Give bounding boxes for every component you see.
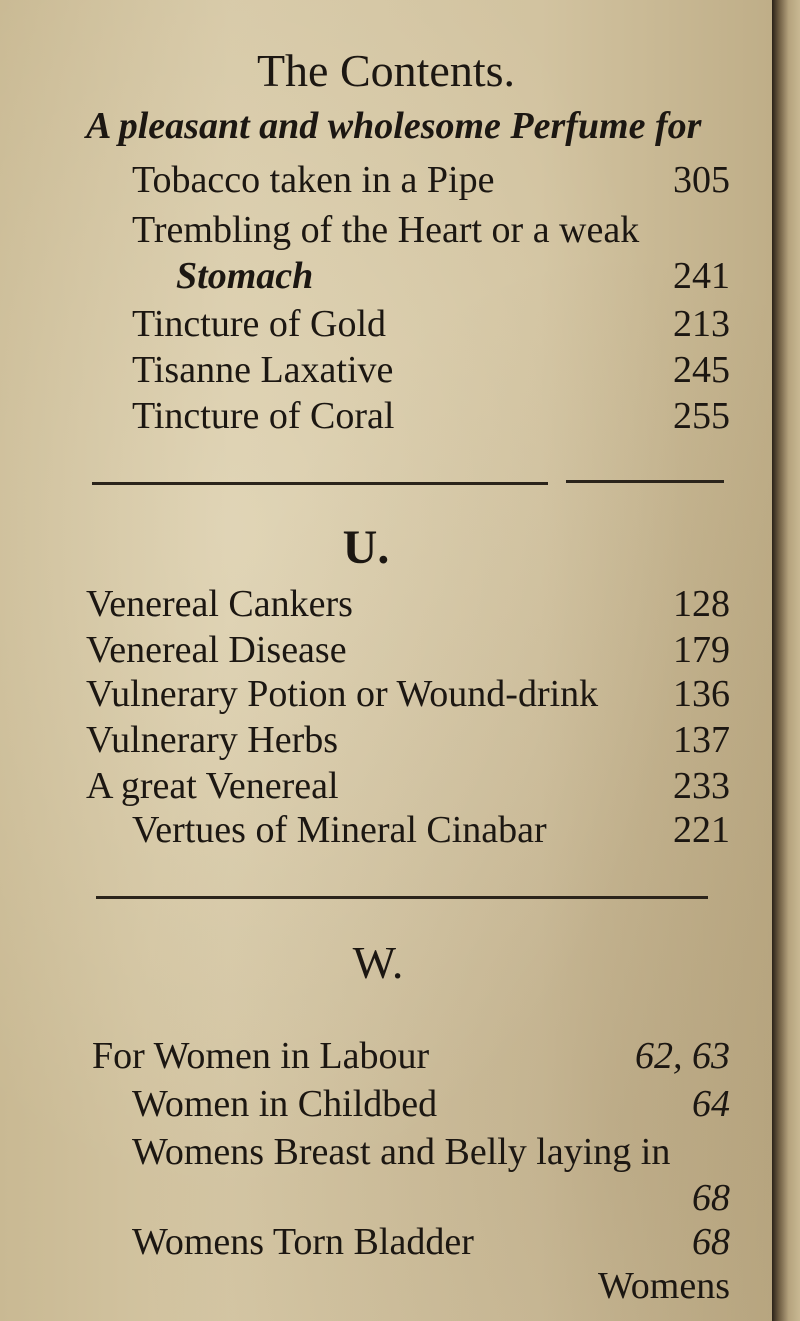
section-divider — [92, 482, 548, 485]
entry-text: Women in Childbed — [132, 1083, 438, 1125]
entry-page: 128 — [673, 583, 730, 625]
entry-page: 233 — [673, 765, 730, 807]
entry-line — [0, 800, 772, 860]
entry-text: Womens Breast and Belly laying in — [132, 1131, 671, 1173]
entry-page: 136 — [673, 673, 730, 715]
entry-text: Womens Torn Bladder — [132, 1221, 474, 1263]
entry-text: Tincture of Gold — [132, 303, 387, 345]
entry-text: A pleasant and wholesome Perfume for — [86, 105, 702, 147]
entry-line — [0, 96, 772, 156]
entry-page: 64 — [692, 1083, 730, 1125]
entry-text: Vulnerary Potion or Wound-drink — [86, 673, 599, 715]
entry-text: Venereal Disease — [86, 629, 347, 671]
entry-text: Vertues of Mineral Cinabar — [132, 809, 547, 851]
entry-text: Tincture of Coral — [132, 395, 395, 437]
entry-page: 213 — [673, 303, 730, 345]
entry-text: Tisanne Laxative — [132, 349, 394, 391]
entry-text: Vulnerary Herbs — [86, 719, 339, 761]
entry-page: 137 — [673, 719, 730, 761]
entry-line — [0, 386, 772, 446]
book-gutter — [772, 0, 800, 1321]
entry-text: A great Venereal — [86, 765, 339, 807]
entry-page: 255 — [673, 395, 730, 437]
section-divider — [96, 896, 708, 899]
entry-page: 68 — [692, 1221, 730, 1263]
entry-page: 68 — [692, 1177, 730, 1219]
entry-page: 245 — [673, 349, 730, 391]
entry-text: Stomach — [176, 255, 314, 297]
catchword: Womens — [597, 1265, 730, 1307]
entry-page: 221 — [673, 809, 730, 851]
entry-page: 179 — [673, 629, 730, 671]
section-letter: U. — [342, 521, 390, 574]
entry-page: 305 — [673, 159, 730, 201]
entry-text: Tobacco taken in a Pipe — [132, 159, 495, 201]
running-head: The Contents. — [256, 45, 516, 96]
entry-text: Trembling of the Heart or a weak — [132, 209, 640, 251]
catchword-line — [0, 1256, 772, 1316]
entry-page: 241 — [673, 255, 730, 297]
section-letter: W. — [352, 937, 404, 988]
entry-page: 62, 63 — [635, 1035, 730, 1077]
section-divider — [566, 480, 724, 483]
entry-text: For Women in Labour — [92, 1035, 430, 1077]
entry-text: Venereal Cankers — [86, 583, 353, 625]
